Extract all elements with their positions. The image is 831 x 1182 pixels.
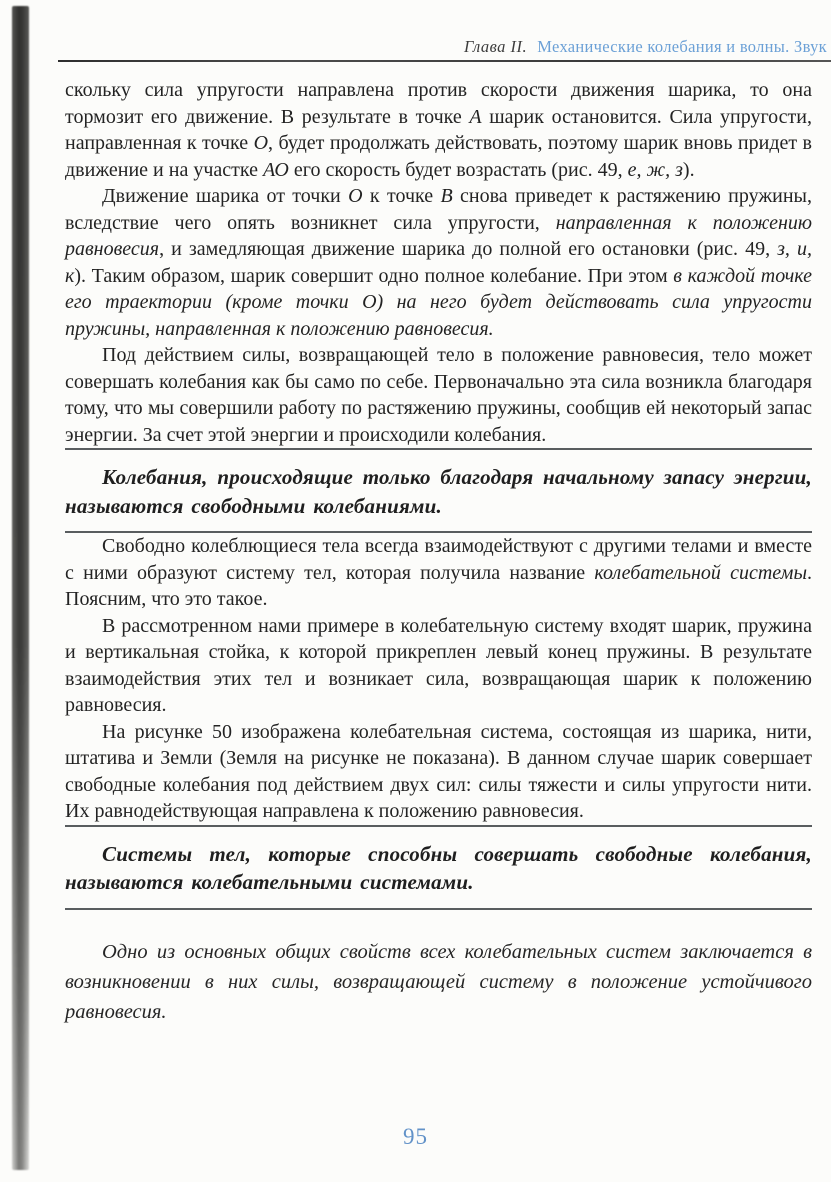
- running-header: [60, 37, 827, 57]
- italic-text-run: в каждой точке его траектории (кроме точки О) на него будет действовать сила упругости пружины, направленная к положению равновесия.: [65, 264, 812, 340]
- body-paragraph: [65, 77, 812, 183]
- italic-text-run: АО: [262, 158, 289, 181]
- text-run: ).: [682, 158, 695, 181]
- text-run: ). Таким образом, шарик совершит одно полное колебание. При этом: [74, 264, 674, 287]
- text-run: Одно из основных общих свойств всех колебательных систем заключается в возникновении в них силы, возвращающей систему в положение устойчивого равновесия.: [65, 940, 812, 1023]
- text-run: его скорость будет возрастать (рис. 49,: [288, 158, 628, 181]
- text-run: к точке: [362, 185, 441, 207]
- text-run: На рисунке 50 изображена колебательная система, состоящая из шарика, нити, штатива и Земли (Земля на рисунке не показана). В данном случае шарик совершает свободные колебания под действием двух сил: силы тяжести и силы упругости нити. Их равнодействующая направлена к положению равновесия.: [65, 720, 812, 822]
- text-run: Системы тел, которые способны совершать свободные колебания, называются колебательными системами.: [65, 841, 812, 894]
- text-run: Под действием силы, возвращающей тело в положение равновесия, тело может совершать колебания как бы само по себе. Первоначально эта сила возникла благодаря тому, что мы совершили работу по растяжению пружины, сообщив ей некоторый запас энергии. За счет этой энергии и происходили колебания.: [65, 344, 812, 446]
- text-run: скольку сила упругости направлена против скорости движения шарика, то она тормозит его движение. В результате в точке: [65, 79, 812, 128]
- page-text: [65, 77, 812, 1027]
- chapter-title: Механические колебания и волны. Звук: [537, 37, 827, 56]
- text-run: шарик остановится. Сила упругости, направленная к точке: [65, 105, 812, 154]
- text-run: , и замедляющая движение шарика до полной его остановки (рис. 49,: [159, 238, 778, 260]
- text-run: . Поясним, что это такое.: [65, 561, 812, 610]
- italic-text-run: О: [348, 185, 363, 207]
- page-number: 95: [403, 1124, 428, 1149]
- text-run: Движение шарика от точки: [102, 185, 349, 207]
- body-paragraph: [65, 613, 812, 719]
- body-paragraph: [65, 183, 812, 342]
- italic-text-run: е, ж, з: [627, 158, 683, 181]
- body-paragraph: [65, 342, 812, 448]
- text-run: снова приведет к растяжению пружины, вследствие чего опять возникнет сила упругости,: [65, 185, 812, 234]
- emphasis-paragraph: [65, 937, 812, 1027]
- italic-text-run: колебательной системы: [594, 561, 807, 584]
- body-paragraph: [65, 533, 812, 613]
- header-rule: [58, 60, 831, 62]
- italic-text-run: з, и, к: [65, 238, 812, 287]
- italic-text-run: направленная к положению равновесия: [65, 211, 813, 260]
- text-run: Колебания, происходящие только благодаря начальному запасу энергии, называются свободными колебаниями.: [65, 465, 812, 518]
- text-run: Свободно колеблющиеся тела всегда взаимодействуют с другими телами и вместе с ними образуют систему тел, которая получила название: [65, 535, 812, 584]
- body-paragraph: [65, 719, 812, 825]
- definition-paragraph: [65, 448, 812, 533]
- italic-text-run: О: [253, 132, 269, 154]
- text-run: , будет продолжать действовать, поэтому шарик вновь придет в движение и на участке: [65, 132, 812, 181]
- chapter-label: Глава II.: [463, 37, 528, 56]
- italic-text-run: А: [469, 105, 482, 128]
- page-binding-shadow: [12, 6, 29, 1170]
- italic-text-run: В: [440, 185, 453, 207]
- text-run: В рассмотренном нами примере в колебательную систему входят шарик, пружина и вертикальная стойка, к которой прикреплен левый конец пружины. В результате взаимодействия этих тел и возникает сила, возвращающая шарик к положению равновесия.: [65, 614, 812, 716]
- definition-paragraph: [65, 825, 812, 910]
